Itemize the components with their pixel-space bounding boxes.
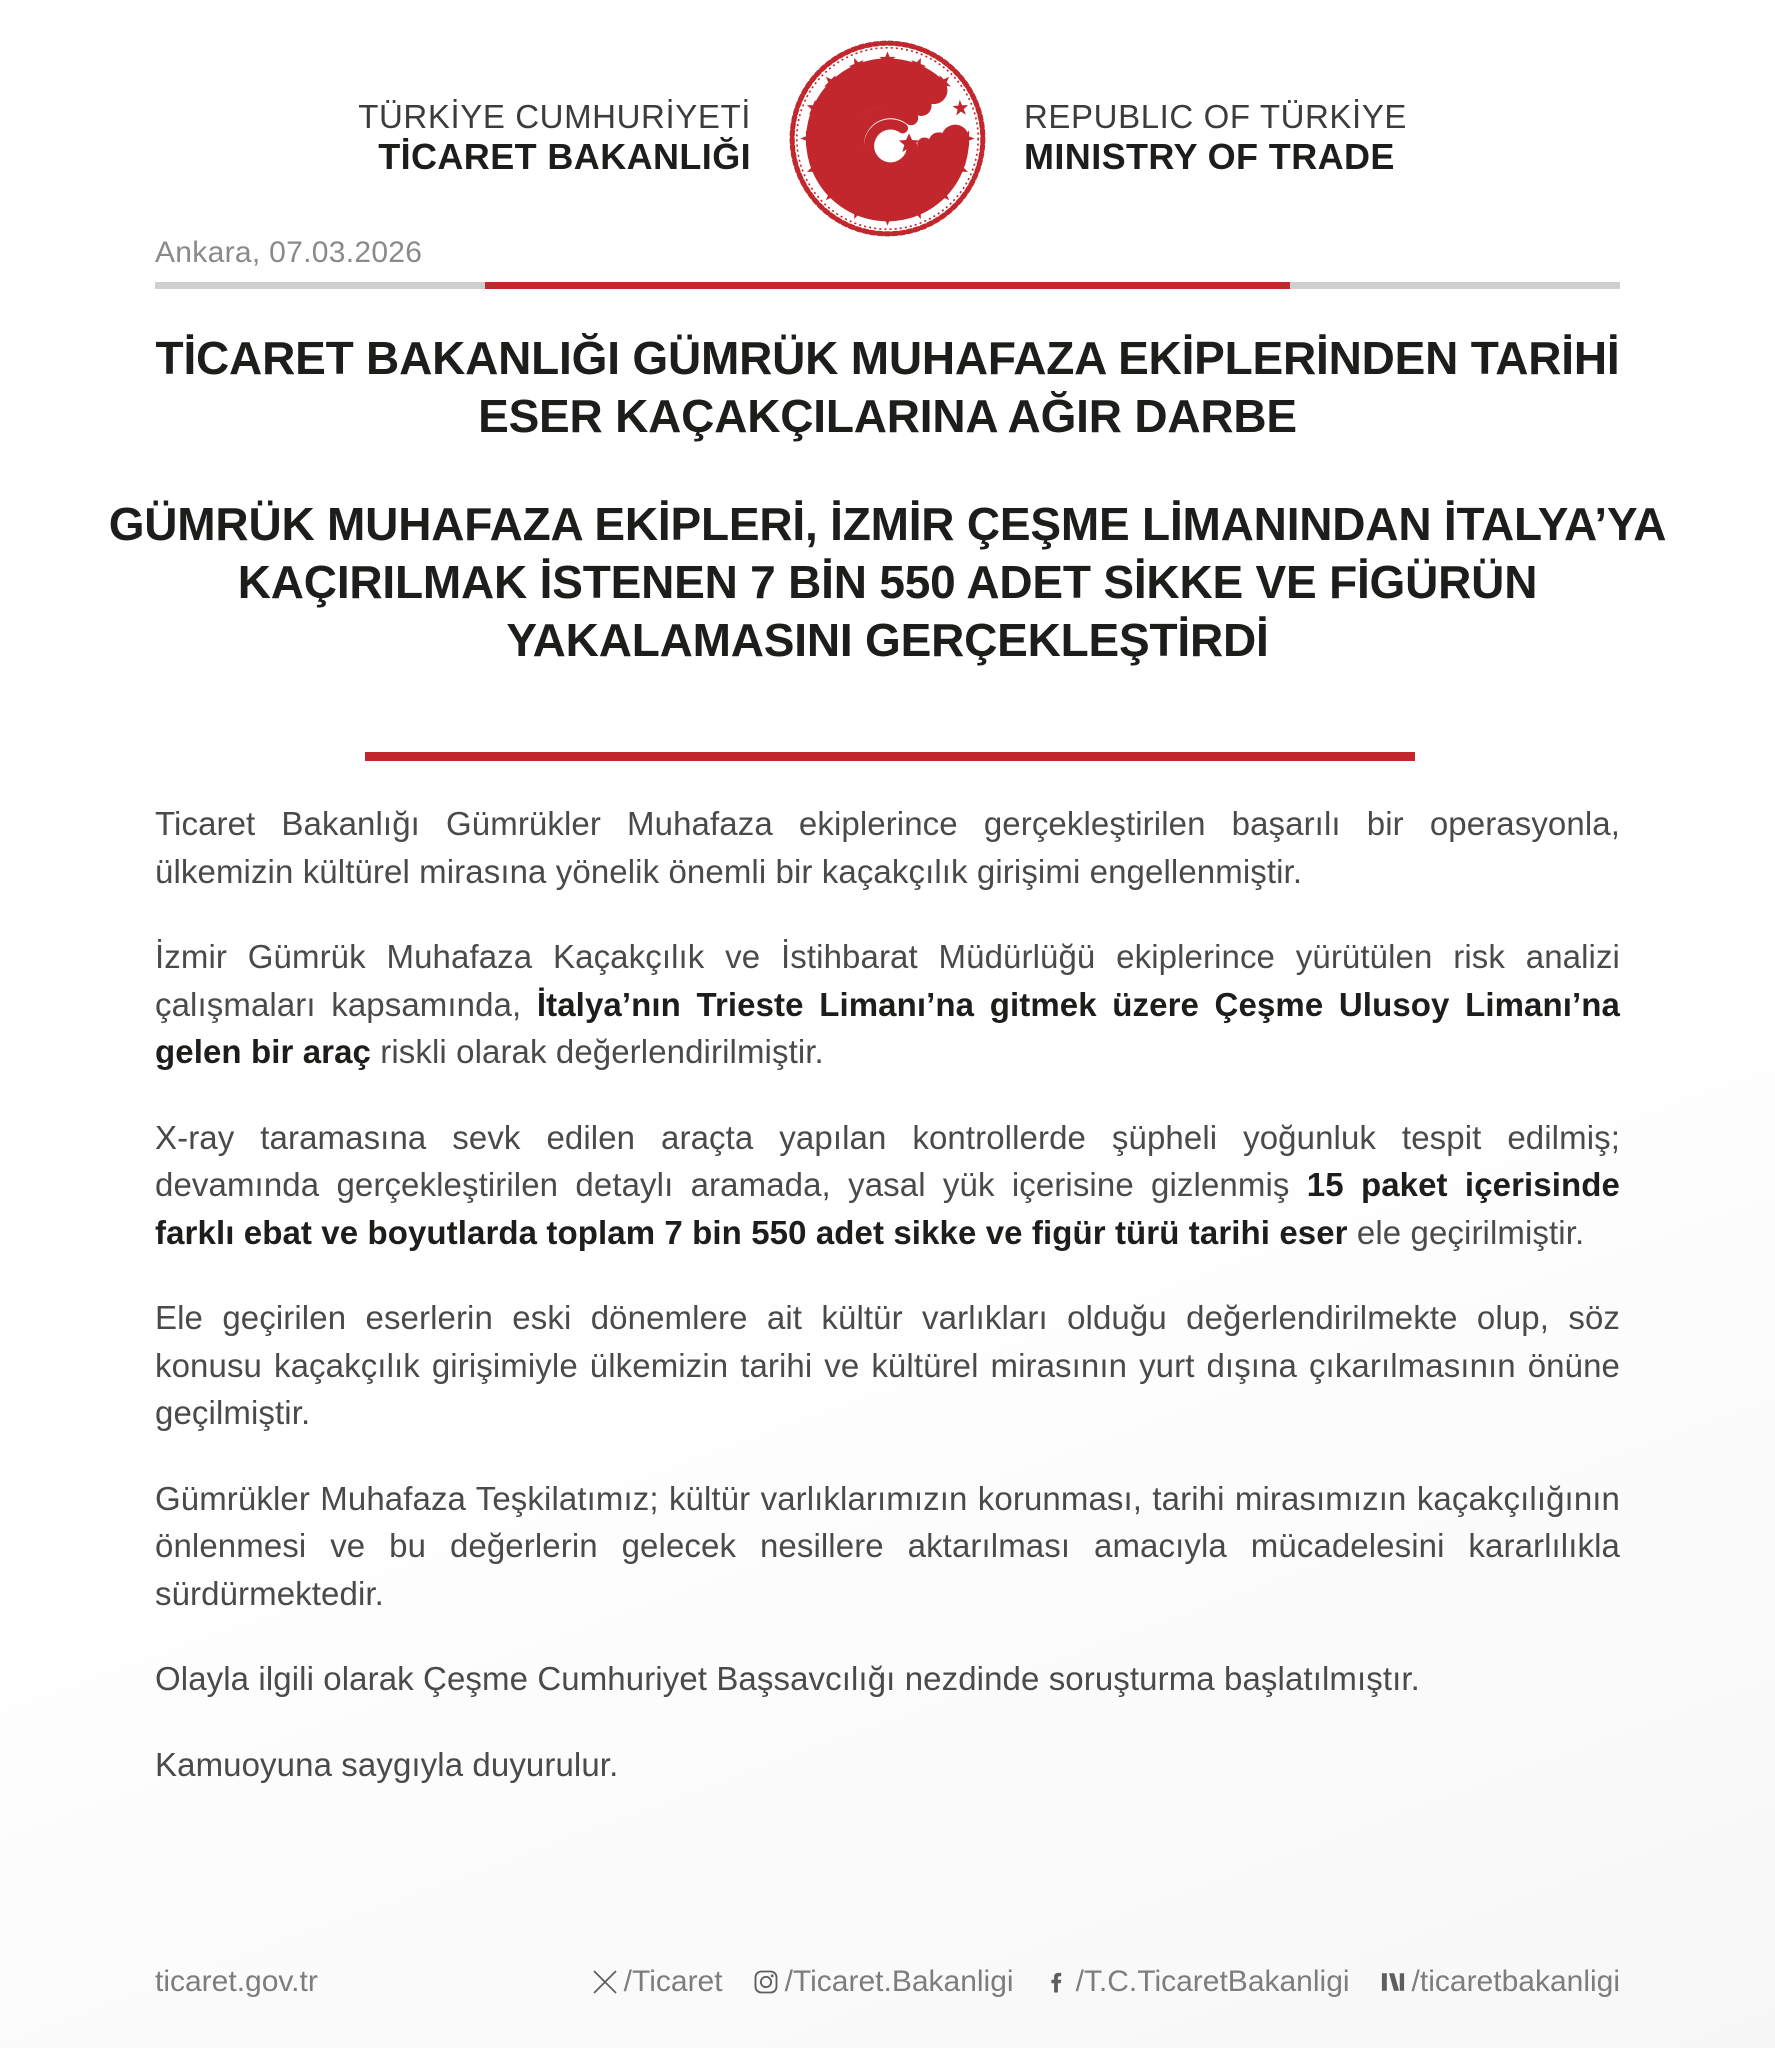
release-body bbox=[155, 800, 1620, 1788]
social-handle-nsosyal: /ticaretbakanligi bbox=[1411, 1965, 1620, 1998]
website-link[interactable]: ticaret.gov.tr bbox=[155, 1965, 318, 1998]
divider-segment-gray-right bbox=[1290, 282, 1620, 289]
paragraph-2-part-a: İzmir Gümrük Muhafaza Kaçakçılık ve İstihbarat Müdürlüğü ekiplerince yürütülen risk analizi çalışmaları kapsamında, bbox=[155, 938, 1620, 1023]
ministry-emblem-icon bbox=[785, 36, 990, 241]
paragraph-7 bbox=[155, 1741, 1620, 1789]
social-handle-facebook: /T.C.TicaretBakanligi bbox=[1075, 1965, 1350, 1998]
social-handle-instagram: /Ticaret.Bakanligi bbox=[784, 1965, 1014, 1998]
facebook-icon bbox=[1040, 1965, 1074, 1999]
paragraph-6-text: Olayla ilgili olarak Çeşme Cumhuriyet Başsavcılığı nezdinde soruşturma başlatılmıştır. bbox=[155, 1660, 1420, 1698]
paragraph-1 bbox=[155, 800, 1620, 895]
brand-english bbox=[990, 36, 1580, 178]
divider-segment-red bbox=[485, 282, 1290, 289]
nsosyal-icon bbox=[1376, 1965, 1410, 1999]
document-header bbox=[0, 0, 1775, 200]
headline-block bbox=[100, 330, 1675, 670]
divider-segment-gray-left bbox=[155, 282, 485, 289]
paragraph-5 bbox=[155, 1475, 1620, 1618]
paragraph-3-emphasis: 15 paket içerisinde farklı ebat ve boyutlarda toplam 7 bin 550 adet sikke ve figür türü tarihi eser bbox=[155, 1166, 1620, 1251]
social-link-instagram[interactable] bbox=[749, 1965, 1014, 1999]
paragraph-5-text: Gümrükler Muhafaza Teşkilatımız; kültür varlıklarımızın korunması, tarihi mirasımızın kaçakçılığının önlenmesi ve bu değerlerin gelecek nesillere aktarılması amacıyla mücadelesini kararlılıkla sürdürmektedir. bbox=[155, 1479, 1620, 1612]
paragraph-2-part-c: riskli olarak değerlendirilmiştir. bbox=[371, 1033, 824, 1071]
paragraph-4 bbox=[155, 1294, 1620, 1437]
x-twitter-icon bbox=[588, 1965, 622, 1999]
social-link-x[interactable] bbox=[588, 1965, 723, 1999]
social-link-facebook[interactable] bbox=[1040, 1965, 1350, 1999]
paragraph-7-text: Kamuoyuna saygıyla duyurulur. bbox=[155, 1745, 619, 1783]
brand-turkish-line1: TÜRKİYE CUMHURİYETİ bbox=[358, 98, 751, 135]
brand-english-line1: REPUBLIC OF TÜRKİYE bbox=[1024, 98, 1408, 135]
paragraph-4-text: Ele geçirilen eserlerin eski dönemlere ait kültür varlıkları olduğu değerlendirilmekte olup, söz konusu kaçakçılık girişimiyle ülkemizin tarihi ve kültürel mirasının yurt dışına çıkarılmasının önüne geçilmiştir. bbox=[155, 1299, 1620, 1432]
brand-english-line2: MINISTRY OF TRADE bbox=[1024, 136, 1395, 178]
header-divider bbox=[155, 282, 1620, 289]
paragraph-2 bbox=[155, 933, 1620, 1076]
social-links bbox=[588, 1965, 1620, 1999]
document-footer bbox=[155, 1965, 1620, 1999]
paragraph-1-text: Ticaret Bakanlığı Gümrükler Muhafaza ekiplerince gerçekleştirilen başarılı bir operasyonla, ülkemizin kültürel mirasına yönelik önemli bir kaçakçılık girişimi engellenmiştir. bbox=[155, 805, 1620, 890]
headline-divider bbox=[365, 752, 1415, 761]
instagram-icon bbox=[749, 1965, 783, 1999]
social-link-nsosyal[interactable] bbox=[1376, 1965, 1620, 1999]
brand-turkish-line2: TİCARET BAKANLIĞI bbox=[378, 136, 751, 178]
dateline: Ankara, 07.03.2026 bbox=[155, 236, 423, 269]
paragraph-3-part-c: ele geçirilmiştir. bbox=[1347, 1213, 1585, 1251]
social-handle-x: /Ticaret bbox=[623, 1965, 723, 1998]
paragraph-3-part-a: X-ray taramasına sevk edilen araçta yapılan kontrollerde şüpheli yoğunluk tespit edilmiş; devamında gerçekleştirilen detaylı aramada, yasal yük içerisine gizlenmiş bbox=[155, 1118, 1620, 1204]
brand-turkish bbox=[195, 36, 785, 178]
paragraph-3 bbox=[155, 1114, 1620, 1257]
headline-primary: TİCARET BAKANLIĞI GÜMRÜK MUHAFAZA EKİPLERİNDEN TARİHİ ESER KAÇAKÇILARINA AĞIR DARBE bbox=[155, 332, 1620, 442]
paragraph-2-emphasis: İtalya’nın Trieste Limanı’na gitmek üzere Çeşme Ulusoy Limanı’na gelen bir araç bbox=[155, 985, 1621, 1071]
headline-secondary: GÜMRÜK MUHAFAZA EKİPLERİ, İZMİR ÇEŞME LİMANINDAN İTALYA’YA KAÇIRILMAK İSTENEN 7 BİN 550 ADET SİKKE VE FİGÜRÜN YAKALAMASINI GERÇEKLEŞTİRDİ bbox=[108, 497, 1667, 666]
paragraph-6 bbox=[155, 1655, 1620, 1703]
